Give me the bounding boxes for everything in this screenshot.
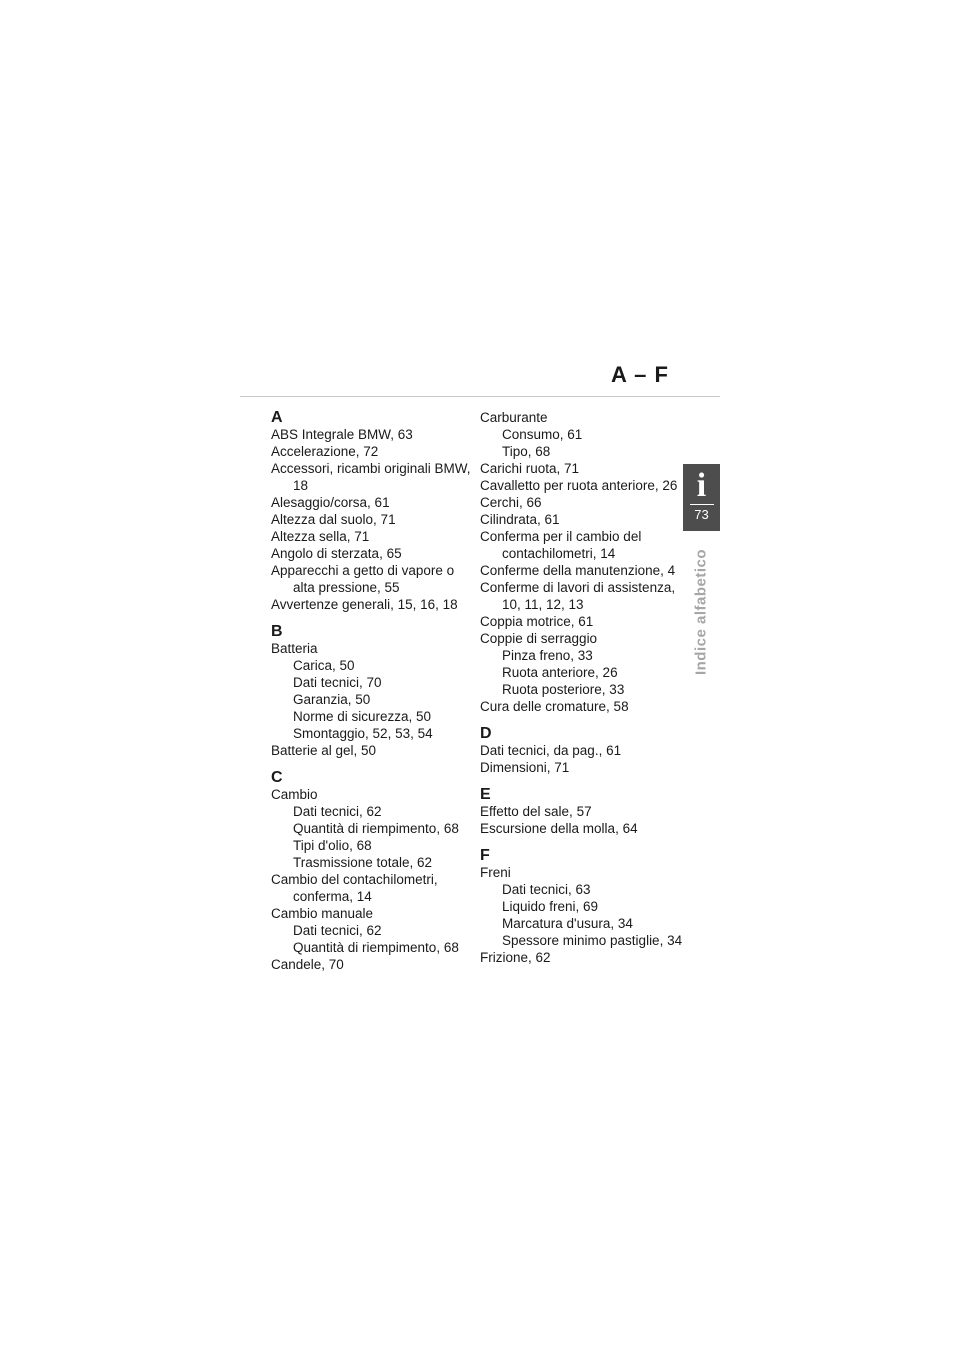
chapter-label: Indice alfabetico xyxy=(692,548,710,676)
index-subentry: Marcatura d'usura, 34 xyxy=(502,916,633,931)
index-entry: Cilindrata, 61 xyxy=(480,512,560,527)
index-entry: Conferme della manutenzione, 4 xyxy=(480,563,676,578)
index-subentry: Tipo, 68 xyxy=(502,444,551,459)
index-entry: Cambio xyxy=(271,787,318,802)
index-entry: Conferme di lavori di assistenza, 10, 11, 12, 13 xyxy=(480,580,676,612)
info-icon: i xyxy=(696,467,707,504)
index-entry: Freni xyxy=(480,865,511,880)
index-entry: Carburante xyxy=(480,410,548,425)
index-subentry: Smontaggio, 52, 53, 54 xyxy=(293,726,433,741)
section-letter: F xyxy=(480,847,490,864)
index-subentry: Dati tecnici, 62 xyxy=(293,923,382,938)
index-entry: Dimensioni, 71 xyxy=(480,760,570,775)
index-entry: Coppia motrice, 61 xyxy=(480,614,594,629)
index-entry: Cambio del contachilometri, conferma, 14 xyxy=(271,872,438,904)
index-entry: Conferma per il cambio del contachilometri, 14 xyxy=(480,529,642,561)
index-column-right xyxy=(480,409,685,966)
index-entry: Apparecchi a getto di vapore o alta pressione, 55 xyxy=(271,563,455,595)
index-entry: Candele, 70 xyxy=(271,957,344,972)
index-section xyxy=(480,847,685,966)
index-subentry: Quantità di riempimento, 68 xyxy=(293,940,459,955)
index-entry: Cavalletto per ruota anteriore, 26 xyxy=(480,478,678,493)
page-number: 73 xyxy=(694,507,709,522)
section-letter: E xyxy=(480,786,491,803)
index-entry: ABS Integrale BMW, 63 xyxy=(271,427,413,442)
index-subentry: Dati tecnici, 63 xyxy=(502,882,591,897)
index-subentry: Tipi d'olio, 68 xyxy=(293,838,372,853)
index-entry: Alesaggio/corsa, 61 xyxy=(271,495,390,510)
index-subentry: Liquido freni, 69 xyxy=(502,899,599,914)
index-subentry: Consumo, 61 xyxy=(502,427,583,442)
index-entry: Frizione, 62 xyxy=(480,950,551,965)
index-entry: Carichi ruota, 71 xyxy=(480,461,580,476)
section-letter: D xyxy=(480,725,492,742)
index-section xyxy=(271,623,476,759)
index-section xyxy=(480,786,685,837)
section-letter: C xyxy=(271,769,283,786)
index-subentry: Garanzia, 50 xyxy=(293,692,371,707)
section-letter: A xyxy=(271,409,283,426)
index-section xyxy=(271,409,476,613)
index-subentry: Dati tecnici, 62 xyxy=(293,804,382,819)
index-subentry: Ruota posteriore, 33 xyxy=(502,682,625,697)
index-subentry: Spessore minimo pastiglie, 34 xyxy=(502,933,683,948)
index-entry: Escursione della molla, 64 xyxy=(480,821,638,836)
index-entry: Angolo di sterzata, 65 xyxy=(271,546,402,561)
index-entry: Dati tecnici, da pag., 61 xyxy=(480,743,622,758)
index-section xyxy=(480,725,685,776)
index-entry: Cerchi, 66 xyxy=(480,495,542,510)
index-tab xyxy=(683,464,720,531)
index-entry: Cambio manuale xyxy=(271,906,374,921)
index-entry: Batterie al gel, 50 xyxy=(271,743,377,758)
index-subentry: Norme di sicurezza, 50 xyxy=(293,709,432,724)
index-subentry: Ruota anteriore, 26 xyxy=(502,665,618,680)
index-entry: Effetto del sale, 57 xyxy=(480,804,592,819)
section-letter: B xyxy=(271,623,283,640)
index-section xyxy=(271,769,476,973)
index-subentry: Quantità di riempimento, 68 xyxy=(293,821,459,836)
index-entry: Coppie di serraggio xyxy=(480,631,598,646)
index-entry: Altezza sella, 71 xyxy=(271,529,370,544)
heading-divider xyxy=(240,396,720,397)
index-section xyxy=(480,409,685,715)
page-title: A – F xyxy=(611,362,669,387)
index-entry: Accelerazione, 72 xyxy=(271,444,379,459)
index-subentry: Trasmissione totale, 62 xyxy=(293,855,433,870)
index-entry: Accessori, ricambi originali BMW, 18 xyxy=(271,461,471,493)
index-column-left xyxy=(271,409,476,973)
index-subentry: Pinza freno, 33 xyxy=(502,648,593,663)
index-subentry: Carica, 50 xyxy=(293,658,355,673)
index-entry: Batteria xyxy=(271,641,318,656)
index-subentry: Dati tecnici, 70 xyxy=(293,675,382,690)
index-entry: Avvertenze generali, 15, 16, 18 xyxy=(271,597,458,612)
index-entry: Cura delle cromature, 58 xyxy=(480,699,629,714)
index-entry: Altezza dal suolo, 71 xyxy=(271,512,396,527)
